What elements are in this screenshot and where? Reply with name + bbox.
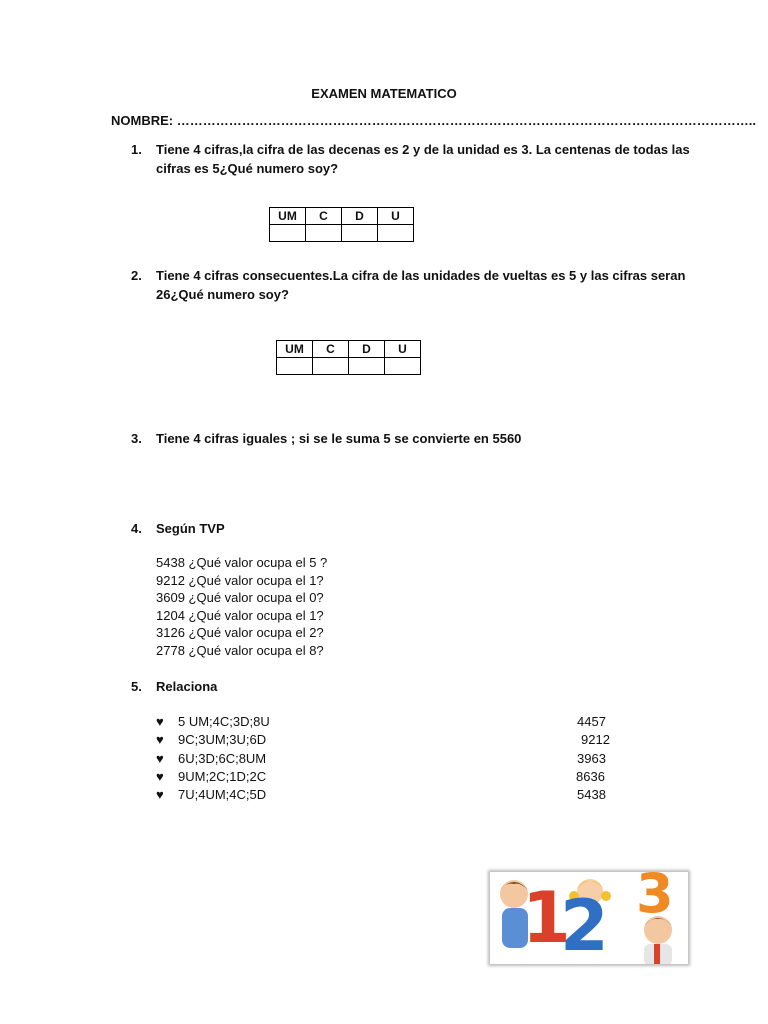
answer-cell[interactable] <box>277 358 313 375</box>
heart-bullet-icon: ♥ <box>156 714 164 729</box>
header-u: U <box>385 341 421 358</box>
answer-cell[interactable] <box>349 358 385 375</box>
heart-bullet-icon: ♥ <box>156 769 164 784</box>
relaciona-right: 5438 <box>577 787 606 802</box>
heart-bullet-icon: ♥ <box>156 732 164 747</box>
heart-bullet-icon: ♥ <box>156 751 164 766</box>
question-1-line-1: Tiene 4 cifras,la cifra de las decenas es 2 y de la unidad es 3. La centenas de todas las <box>156 142 690 157</box>
digit-three-glyph: 3 <box>636 872 674 925</box>
relaciona-right: 9212 <box>581 732 610 747</box>
place-value-table-1 <box>269 207 414 242</box>
kids-numbers-illustration <box>490 872 688 964</box>
relaciona-left: 9UM;2C;1D;2C <box>178 769 267 784</box>
answer-cell[interactable] <box>306 225 342 242</box>
digit-two-glyph: 2 <box>560 885 609 964</box>
digit-one-glyph: 1 <box>522 877 571 959</box>
tvp-item: 2778 ¿Qué valor ocupa el 8? <box>156 642 324 658</box>
relaciona-right: 3963 <box>577 751 606 766</box>
question-5-number: 5. <box>131 679 142 694</box>
answer-cell[interactable] <box>378 225 414 242</box>
exam-title: EXAMEN MATEMATICO <box>311 86 457 101</box>
name-line: NOMBRE: …………………………………………………………………………………………………………………….. <box>111 113 756 128</box>
question-3-text: Tiene 4 cifras iguales ; si se le suma 5 se convierte en 5560 <box>156 431 522 446</box>
kid-tie <box>654 944 660 964</box>
question-1-text <box>156 140 690 178</box>
question-2-line-1: Tiene 4 cifras consecuentes.La cifra de las unidades de vueltas es 5 y las cifras seran <box>156 268 686 283</box>
header-d: D <box>349 341 385 358</box>
relaciona-left: 7U;4UM;4C;5D <box>178 787 267 802</box>
tvp-item: 1204 ¿Qué valor ocupa el 1? <box>156 607 324 623</box>
relaciona-left: 9C;3UM;3U;6D <box>178 732 267 747</box>
answer-cell[interactable] <box>385 358 421 375</box>
relaciona-left: 5 UM;4C;3D;8U <box>178 714 270 729</box>
question-1-number: 1. <box>131 142 142 157</box>
question-5-text: Relaciona <box>156 679 218 694</box>
relaciona-left: 6U;3D;6C;8UM <box>178 751 267 766</box>
tvp-list <box>156 554 327 660</box>
place-value-table-2 <box>276 340 421 375</box>
relaciona-right: 4457 <box>577 714 606 729</box>
header-c: C <box>313 341 349 358</box>
question-1-line-2: cifras es 5¿Qué numero soy? <box>156 161 339 176</box>
answer-cell[interactable] <box>270 225 306 242</box>
tvp-item: 3126 ¿Qué valor ocupa el 2? <box>156 625 324 641</box>
question-2-line-2: 26¿Qué numero soy? <box>156 287 289 302</box>
question-4-text: Según TVP <box>156 521 225 536</box>
question-2-text <box>156 266 685 304</box>
answer-cell[interactable] <box>342 225 378 242</box>
header-d: D <box>342 208 378 225</box>
tvp-item: 3609 ¿Qué valor ocupa el 0? <box>156 590 324 606</box>
question-2-number: 2. <box>131 268 142 283</box>
question-4-number: 4. <box>131 521 142 536</box>
header-um: UM <box>277 341 313 358</box>
relaciona-right: 8636 <box>576 769 605 784</box>
header-um: UM <box>270 208 306 225</box>
answer-cell[interactable] <box>313 358 349 375</box>
heart-bullet-icon: ♥ <box>156 787 164 802</box>
tvp-item: 9212 ¿Qué valor ocupa el 1? <box>156 572 324 588</box>
tvp-item: 5438 ¿Qué valor ocupa el 5 ? <box>156 555 328 570</box>
question-3-number: 3. <box>131 431 142 446</box>
header-c: C <box>306 208 342 225</box>
header-u: U <box>378 208 414 225</box>
